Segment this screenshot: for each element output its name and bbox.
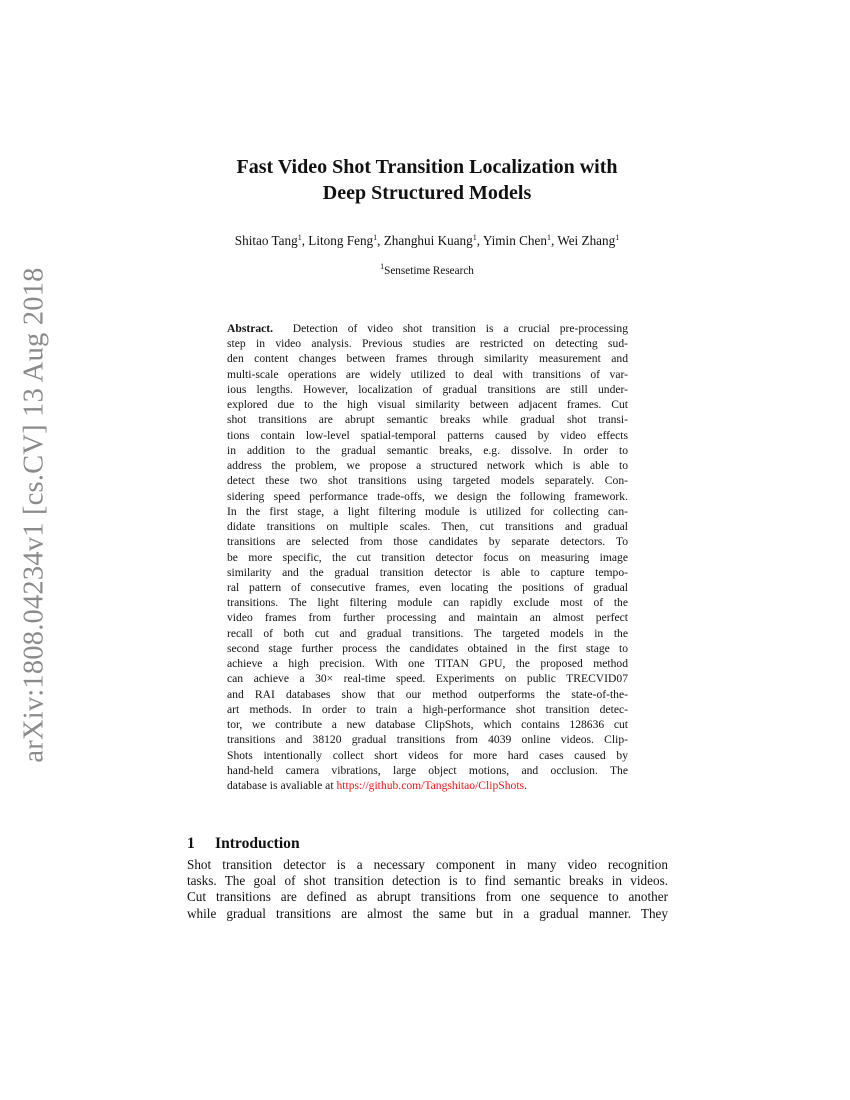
affiliation-mark: 1: [297, 233, 302, 242]
abstract-line: sidering speed performance trade-offs, we design the following framework.: [227, 489, 628, 503]
author-name: Litong Feng: [308, 233, 374, 248]
abstract-line: be more specific, the cut transition detector focus on measuring image: [227, 550, 628, 564]
section-number: 1: [187, 834, 195, 852]
title-line: Fast Video Shot Transition Localization with: [236, 156, 618, 178]
body-line: Shot transition detector is a necessary component in many video recognition: [187, 857, 668, 872]
abstract-line: transitions and 38120 gradual transitions from 4039 online videos. Clip-: [227, 733, 628, 747]
abstract-line: multi-scale operations are widely utilized to deal with transitions of var-: [227, 367, 628, 381]
abstract-line: In the first stage, a light filtering module is utilized for collecting can-: [227, 504, 628, 518]
introduction-paragraph: [187, 857, 668, 922]
author-name: Yimin Chen: [482, 233, 547, 248]
abstract-line: Shots intentionally collect short videos for more hard cases caused by: [227, 748, 628, 762]
abstract-line: art methods. In order to train a high-performance shot transition detec-: [227, 702, 628, 716]
abstract-line: achieve a high precision. With one TITAN GPU, the proposed method: [227, 657, 628, 671]
clipshots-repo-link[interactable]: https://github.com/Tangshitao/ClipShots: [336, 779, 525, 793]
abstract-line: similarity and the gradual transition detector is able to capture tempo-: [227, 565, 628, 579]
author-name: Shitao Tang: [234, 233, 298, 248]
abstract-line: video frames from further processing and maintain an almost perfect: [227, 611, 628, 625]
section-title: Introduction: [215, 834, 300, 852]
abstract-line: transitions. The light filtering module can rapidly exclude most of the: [227, 596, 628, 610]
author-name: Zhanghui Kuang: [383, 233, 473, 248]
abstract-line: [227, 778, 628, 793]
abstract-line: in addition to the gradual semantic breaks, e.g. dissolve. In order to: [227, 443, 628, 457]
abstract-line: shot transitions are abrupt semantic breaks while gradual shot transi-: [227, 413, 628, 427]
author-name: Wei Zhang: [557, 233, 616, 248]
affiliation-mark: 1: [373, 233, 378, 242]
abstract-line: second stage further process the candidates obtained in the first stage to: [227, 641, 628, 655]
body-line: tasks. The goal of shot transition detection is to find semantic breaks in videos.: [187, 873, 668, 889]
paper-title: [150, 154, 704, 206]
abstract-line: [227, 321, 628, 336]
abstract-line: ral pattern of consecutive frames, even locating the positions of gradual: [227, 580, 628, 594]
abstract-line: can achieve a 30× real-time speed. Experiments on public TRECVID07: [227, 672, 628, 686]
author-list: Shitao Tang$^1$, Litong Feng$^1$, Zhanghui Kuang$^1$, Yimin Chen$^1$, Wei Zhang$^1$: [234, 233, 620, 248]
arxiv-identifier-text: arXiv:1808.04234v1 [cs.CV] 13 Aug 2018: [19, 267, 51, 763]
abstract-line: detect these two shot transitions using targeted models separately. Con-: [227, 474, 628, 488]
abstract-line: and RAI databases show that our method outperforms the state-of-the-: [227, 687, 628, 701]
abstract-line: hand-held camera vibrations, large object motions, and occlusion. The: [227, 763, 628, 777]
abstract-text: database is avaliable at: [227, 779, 337, 793]
abstract-line: step in video analysis. Previous studies are restricted on detecting sud-: [227, 337, 628, 351]
abstract-line: recall of both cut and gradual transitions. The targeted models in the: [227, 626, 628, 640]
abstract: [227, 321, 628, 793]
arxiv-identifier-stamp: [15, 267, 55, 763]
affiliation-mark: 1: [615, 233, 620, 242]
section-heading: [187, 834, 300, 854]
affiliation-mark: 1: [472, 233, 477, 242]
abstract-line: tor, we contribute a new database ClipShots, which contains 128636 cut: [227, 718, 628, 732]
abstract-line: didate transitions on multiple scales. Then, cut transitions and gradual: [227, 520, 628, 534]
abstract-text: .: [524, 779, 527, 793]
abstract-line: tions contain low-level spatial-temporal patterns caused by video effects: [227, 428, 628, 442]
abstract-label: Abstract.: [227, 322, 274, 335]
abstract-line: den content changes between frames through similarity measurement and: [227, 352, 628, 366]
body-line: Cut transitions are defined as abrupt transitions from one sequence to another: [187, 889, 668, 905]
abstract-text: Detection of video shot transition is a crucial pre-processing: [292, 322, 628, 335]
affiliation: [150, 263, 704, 279]
abstract-line: ious lengths. However, localization of gradual transitions are still under-: [227, 382, 628, 396]
title-line: Deep Structured Models: [322, 182, 532, 204]
body-line: while gradual transitions are almost the same but in a gradual manner. They: [187, 905, 668, 921]
abstract-line: transitions are selected from those candidates by separate detectors. To: [227, 535, 628, 549]
abstract-line: explored due to the high visual similarity between adjacent frames. Cut: [227, 398, 628, 412]
affiliation-mark: 1: [546, 233, 551, 242]
affiliation-mark: 1: [380, 262, 385, 271]
affiliation-name: Sensetime Research: [384, 265, 474, 277]
abstract-line: address the problem, we propose a structured network which is able to: [227, 459, 628, 473]
